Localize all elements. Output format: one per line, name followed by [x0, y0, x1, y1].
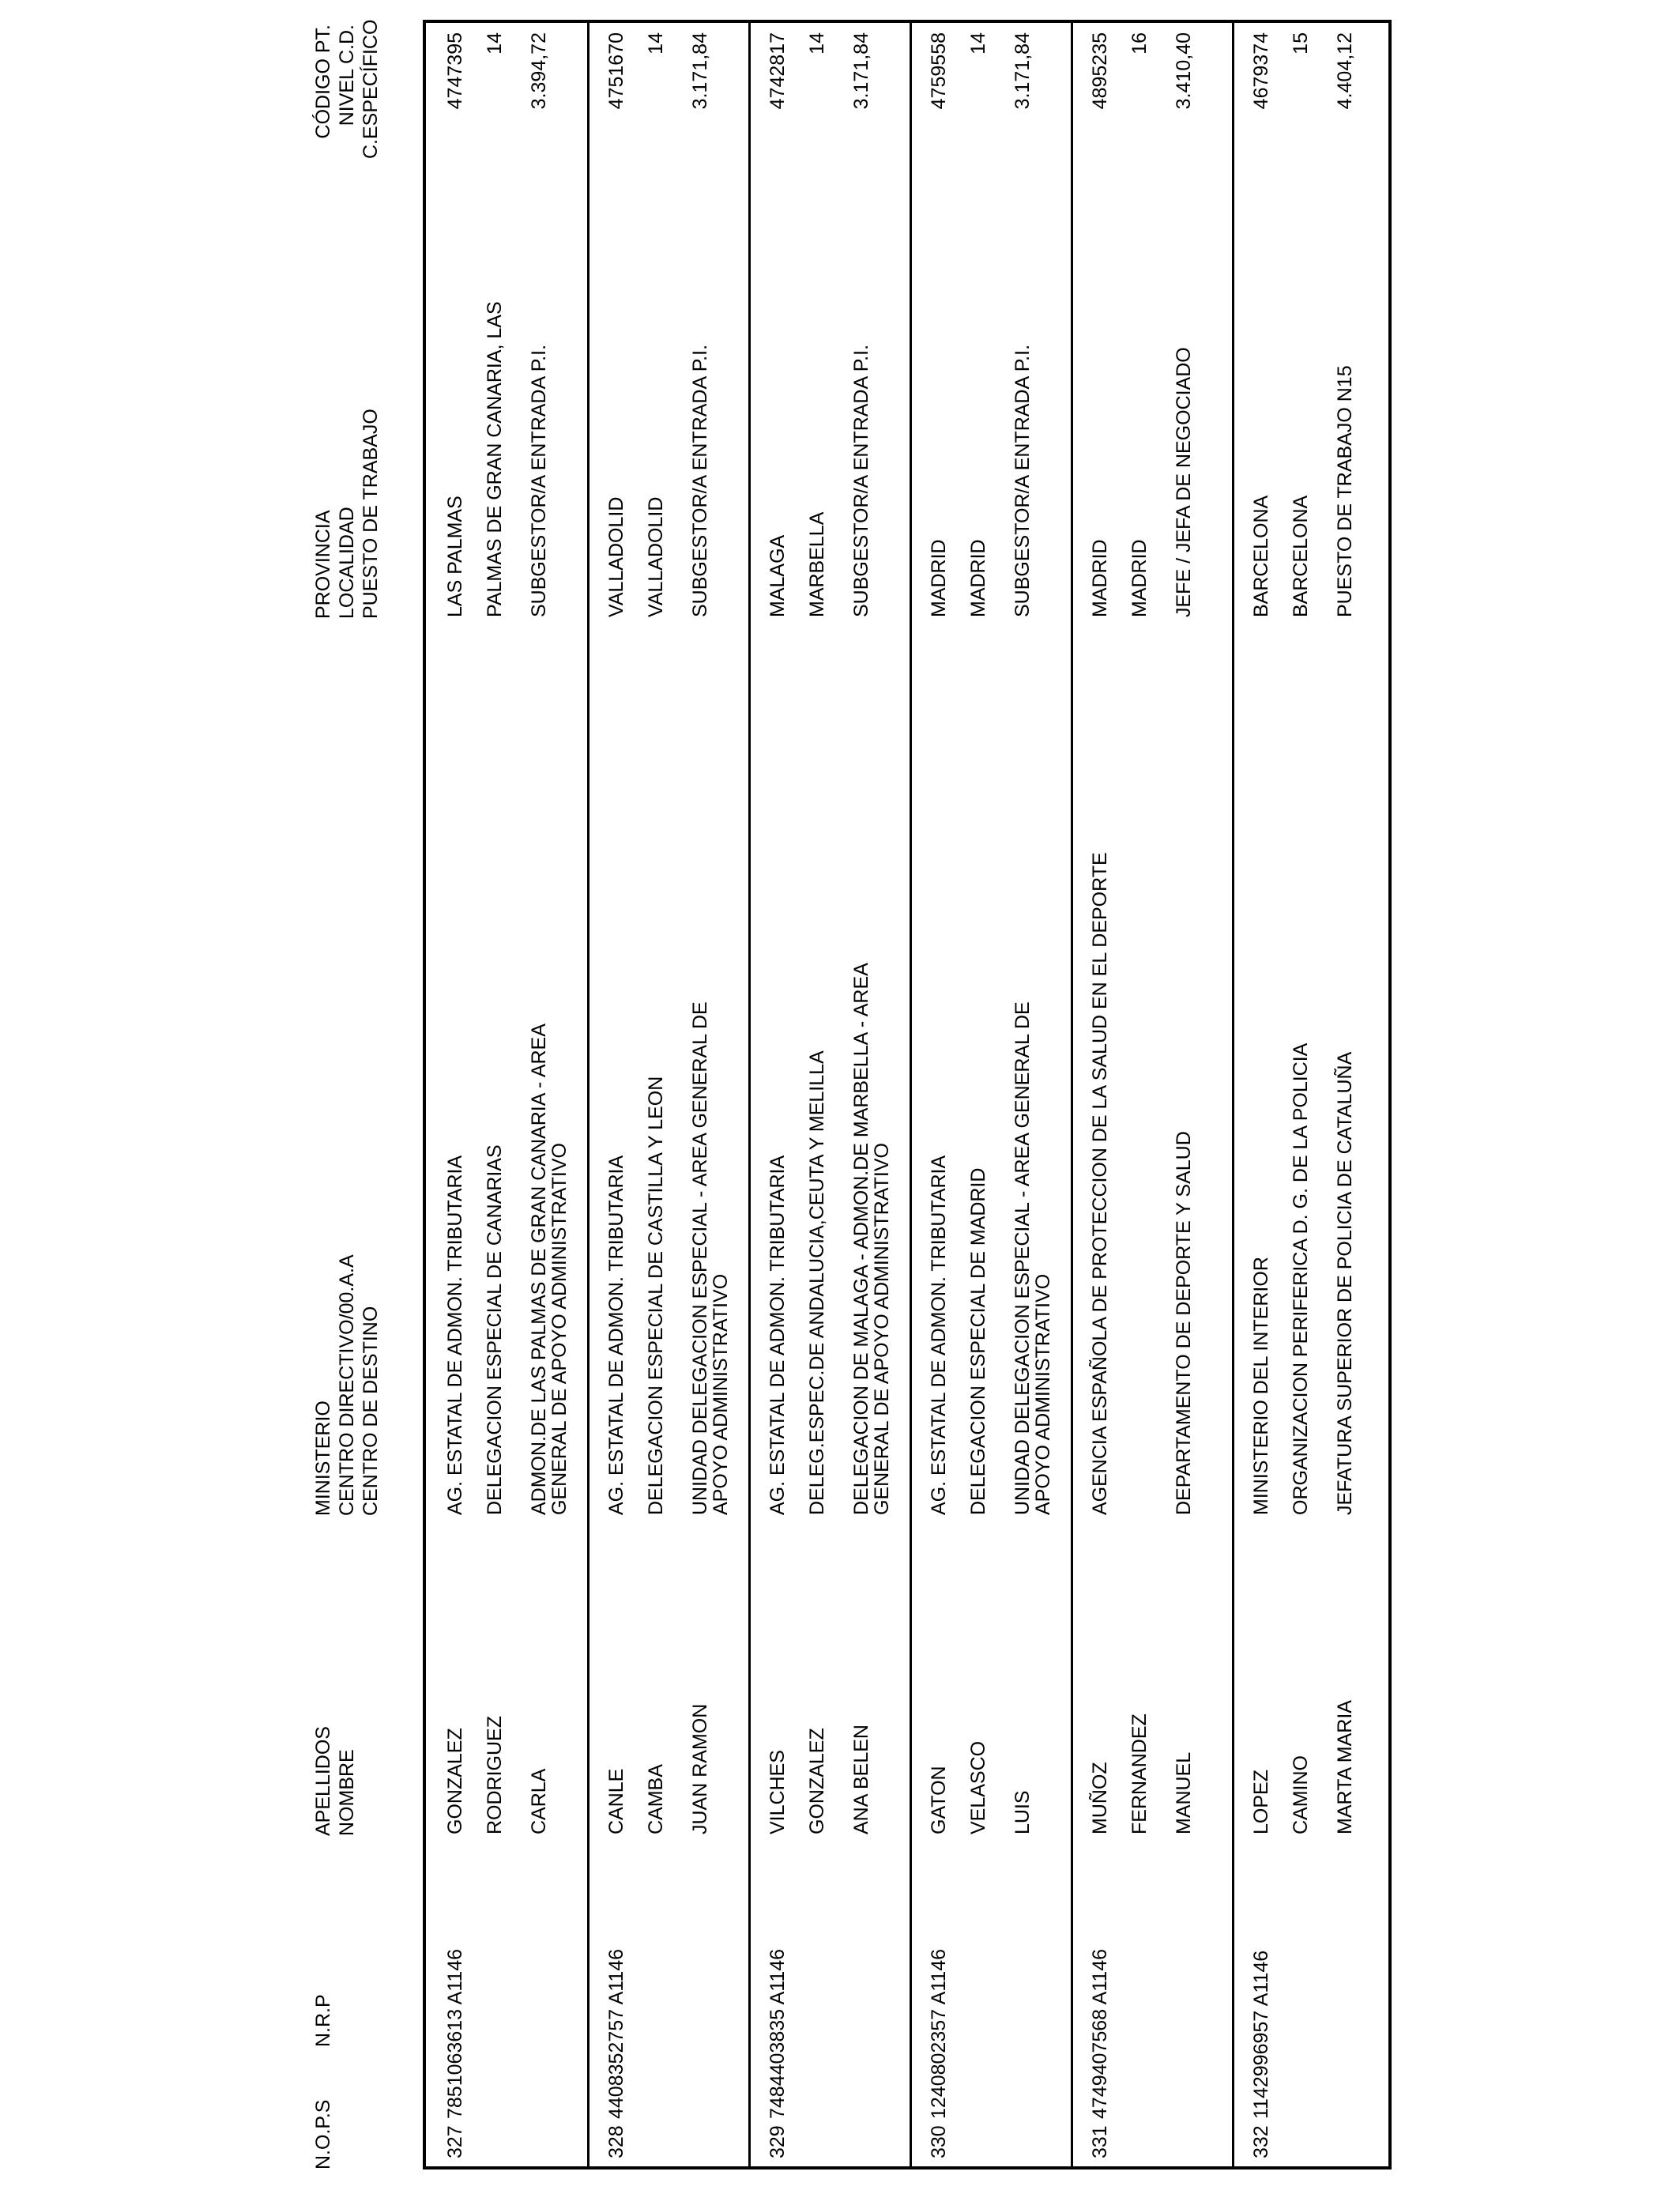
table-row — [587, 23, 748, 2166]
row-apellido2: CAMINO — [1290, 1755, 1312, 1834]
row-centro-directivo: DELEGACION ESPECIAL DE MADRID — [967, 1167, 989, 1515]
row-nops: 329 — [767, 2125, 789, 2158]
header-codigo — [311, 19, 382, 159]
row-especifico: 4.404,12 — [1334, 32, 1356, 110]
row-puesto: SUBGESTOR/A ENTRADA P.I. — [1011, 344, 1034, 617]
row-provincia: MALAGA — [767, 534, 789, 617]
row-ministerio: AG. ESTATAL DE ADMON. TRIBUTARIA — [767, 1155, 789, 1515]
row-centro-directivo: DELEGACION ESPECIAL DE CASTILLA Y LEON — [645, 1076, 667, 1515]
row-localidad: BARCELONA — [1290, 495, 1312, 617]
row-nrp: 7484403835 A1146 — [767, 1948, 789, 2119]
row-ministerio: AGENCIA ESPAÑOLA DE PROTECCION DE LA SALUD EN EL DEPORTE — [1089, 852, 1111, 1515]
row-separator — [1071, 23, 1073, 2166]
row-nombre: MARTA MARIA — [1334, 1700, 1356, 1834]
row-provincia: MADRID — [1089, 539, 1111, 617]
row-puesto: JEFE / JEFA DE NEGOCIADO — [1173, 347, 1195, 617]
row-especifico: 3.171,84 — [850, 32, 872, 110]
row-nivel: 14 — [806, 32, 828, 55]
row-separator — [587, 23, 590, 2166]
row-nrp: 1142996957 A1146 — [1250, 1950, 1272, 2119]
header-provincia-line2: LOCALIDAD — [336, 507, 358, 619]
row-provincia: MADRID — [928, 539, 950, 617]
table-row — [1071, 23, 1232, 2166]
row-centro-destino: DEPARTAMENTO DE DEPORTE Y SALUD — [1173, 1131, 1195, 1515]
row-ministerio: AG. ESTATAL DE ADMON. TRIBUTARIA — [928, 1155, 950, 1515]
row-separator — [1232, 23, 1234, 2166]
row-nrp: 1240802357 A1146 — [928, 1948, 950, 2119]
row-codigo: 4679374 — [1250, 32, 1272, 110]
row-nops: 331 — [1089, 2125, 1111, 2158]
row-codigo: 4751670 — [605, 32, 627, 110]
row-nivel: 15 — [1290, 32, 1312, 55]
row-apellido1: LOPEZ — [1250, 1770, 1272, 1834]
row-apellido1: GATON — [928, 1766, 950, 1834]
records-table — [423, 20, 1392, 2169]
table-row — [910, 23, 1071, 2166]
row-codigo: 4759558 — [928, 32, 950, 110]
row-centro-directivo: DELEGACION ESPECIAL DE CANARIAS — [484, 1144, 506, 1515]
row-apellido2: GONZALEZ — [806, 1728, 828, 1834]
row-localidad: VALLADOLID — [645, 496, 667, 617]
row-nrp: 4408352757 A1146 — [605, 1948, 627, 2119]
row-centro-destino: UNIDAD DELEGACION ESPECIAL - AREA GENERAL DE APOYO ADMINISTRATIVO — [689, 1001, 732, 1515]
row-apellido1: VILCHES — [767, 1750, 789, 1834]
row-apellido1: CANLE — [605, 1768, 627, 1834]
row-apellido1: GONZALEZ — [444, 1728, 466, 1834]
row-centro-directivo: ORGANIZACION PERIFERICA D. G. DE LA POLICIA — [1290, 1042, 1312, 1515]
header-provincia — [311, 409, 382, 619]
row-nombre: MANUEL — [1173, 1751, 1195, 1834]
header-provincia-line1: PROVINCIA — [312, 510, 334, 619]
row-nivel: 16 — [1128, 32, 1151, 55]
header-provincia-line3: PUESTO DE TRABAJO — [360, 409, 382, 619]
row-nivel: 14 — [484, 32, 506, 55]
row-especifico: 3.410,40 — [1173, 32, 1195, 110]
row-apellido2: VELASCO — [967, 1740, 989, 1834]
row-nombre: JUAN RAMON — [689, 1703, 711, 1834]
row-nops: 328 — [605, 2125, 627, 2158]
table-row — [748, 23, 910, 2166]
row-apellido2: RODRIGUEZ — [484, 1716, 506, 1834]
row-centro-destino: ADMON.DE LAS PALMAS DE GRAN CANARIA - AREA GENERAL DE APOYO ADMINISTRATIVO — [528, 1024, 571, 1515]
row-puesto: SUBGESTOR/A ENTRADA P.I. — [528, 344, 550, 617]
header-codigo-line1: CÓDIGO PT. — [312, 25, 334, 139]
row-especifico: 3.171,84 — [689, 32, 711, 110]
row-localidad: MADRID — [967, 539, 989, 617]
row-separator — [748, 23, 751, 2166]
row-ministerio: MINISTERIO DEL INTERIOR — [1250, 1257, 1272, 1515]
row-puesto: SUBGESTOR/A ENTRADA P.I. — [689, 344, 711, 617]
header-ministerio-line2: CENTRO DIRECTIVO/00.A.A — [336, 1254, 358, 1516]
table-row — [1232, 23, 1393, 2166]
header-apellidos — [311, 1726, 359, 1836]
row-centro-destino: UNIDAD DELEGACION ESPECIAL - AREA GENERAL DE APOYO ADMINISTRATIVO — [1011, 1001, 1054, 1515]
row-nops: 330 — [928, 2125, 950, 2158]
row-centro-directivo: DELEG.ESPEC.DE ANDALUCIA,CEUTA Y MELILLA — [806, 1050, 828, 1515]
row-centro-destino: DELEGACION DE MALAGA - ADMON.DE MARBELLA - AREA GENERAL DE APOYO ADMINISTRATIVO — [850, 963, 893, 1515]
row-ministerio: AG. ESTATAL DE ADMON. TRIBUTARIA — [605, 1155, 627, 1515]
row-separator — [910, 23, 912, 2166]
row-codigo: 4895235 — [1089, 32, 1111, 110]
row-especifico: 3.394,72 — [528, 32, 550, 110]
row-provincia: VALLADOLID — [605, 496, 627, 617]
header-nrp — [311, 1994, 335, 2047]
row-centro-destino: JEFATURA SUPERIOR DE POLICIA DE CATALUÑA — [1334, 1051, 1356, 1515]
header-ministerio-line3: CENTRO DE DESTINO — [360, 1306, 382, 1516]
header-nops — [311, 2100, 335, 2169]
row-provincia: BARCELONA — [1250, 495, 1272, 617]
row-provincia: LAS PALMAS — [444, 496, 466, 617]
row-apellido1: MUÑOZ — [1089, 1762, 1111, 1834]
header-ministerio — [311, 1254, 382, 1516]
row-nombre: ANA BELEN — [850, 1725, 872, 1834]
row-apellido2: FERNANDEZ — [1128, 1713, 1151, 1834]
row-localidad: PALMAS DE GRAN CANARIA, LAS — [484, 301, 506, 617]
header-nops-label: N.O.P.S — [312, 2099, 334, 2169]
row-ministerio: AG. ESTATAL DE ADMON. TRIBUTARIA — [444, 1155, 466, 1515]
row-nops: 327 — [444, 2125, 466, 2158]
row-nivel: 14 — [645, 32, 667, 55]
row-puesto: PUESTO DE TRABAJO N15 — [1334, 365, 1356, 617]
row-nrp: 7851063613 A1146 — [444, 1948, 466, 2119]
row-nivel: 14 — [967, 32, 989, 55]
table-row — [426, 23, 587, 2166]
row-especifico: 3.171,84 — [1011, 32, 1034, 110]
header-codigo-line3: C.ESPECÍFICO — [360, 19, 382, 159]
row-localidad: MADRID — [1128, 539, 1151, 617]
row-codigo: 4742817 — [767, 32, 789, 110]
header-codigo-line2: NIVEL C.D. — [336, 25, 358, 126]
row-puesto: SUBGESTOR/A ENTRADA P.I. — [850, 344, 872, 617]
row-nombre: CARLA — [528, 1768, 550, 1834]
header-ministerio-line1: MINISTERIO — [312, 1400, 334, 1516]
header-nrp-label: N.R.P — [312, 1994, 334, 2047]
header-apellidos-line1: APELLIDOS — [312, 1726, 334, 1836]
row-nombre: LUIS — [1011, 1790, 1034, 1834]
header-apellidos-line2: NOMBRE — [336, 1749, 358, 1836]
row-codigo: 4747395 — [444, 32, 466, 110]
row-nrp: 4749407568 A1146 — [1089, 1948, 1111, 2119]
row-apellido2: CAMBA — [645, 1764, 667, 1834]
row-localidad: MARBELLA — [806, 511, 828, 617]
row-nops: 332 — [1250, 2125, 1272, 2158]
